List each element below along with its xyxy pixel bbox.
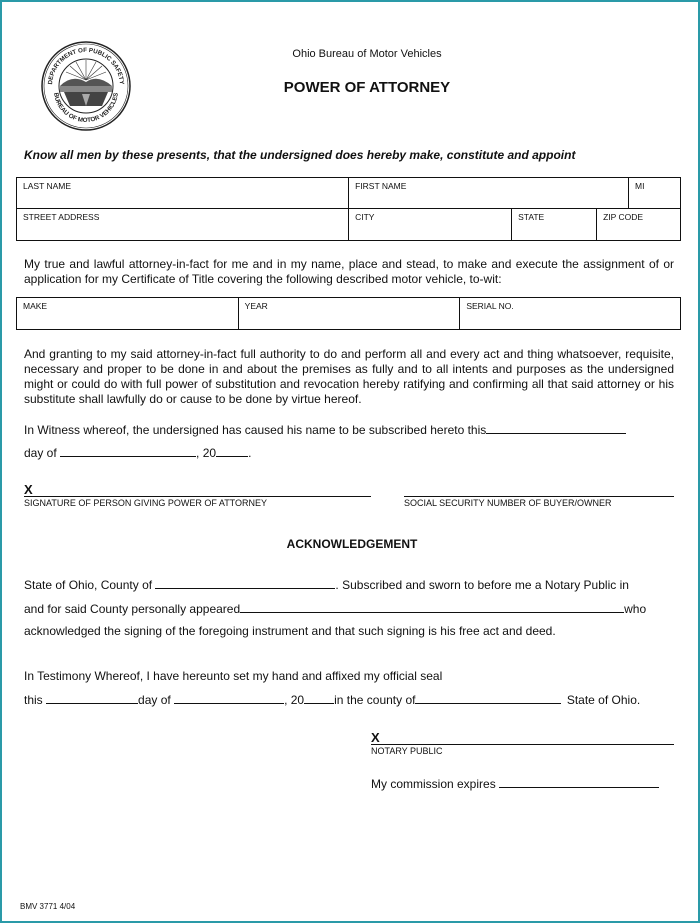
- notary-label: NOTARY PUBLIC: [371, 746, 443, 756]
- svg-text:BUREAU OF MOTOR VEHICLES: BUREAU OF MOTOR VEHICLES: [52, 92, 120, 125]
- mi-label: MI: [635, 181, 645, 191]
- this-text: this: [24, 693, 43, 707]
- testimony-date-line: [24, 692, 640, 707]
- notary-signature-line[interactable]: [371, 744, 674, 745]
- svg-text:DEPARTMENT OF PUBLIC SAFETY: DEPARTMENT OF PUBLIC SAFETY: [46, 46, 126, 85]
- year-prefix-text: , 20: [196, 446, 217, 460]
- commission-text: My commission expires: [371, 777, 496, 791]
- who-text: who: [624, 602, 647, 616]
- witness-date-blank[interactable]: [486, 422, 626, 434]
- testimony-day-blank[interactable]: [46, 692, 138, 704]
- witness-year-blank[interactable]: [216, 445, 248, 457]
- intro-statement: Know all men by these presents, that the undersigned does hereby make, constitute and appoint: [24, 148, 576, 162]
- attorney-paragraph: My true and lawful attorney-in-fact for me and in my name, place and stead, to make and execute the assignment of or application for my Certificate of Title covering the following described motor vehicle, to-wit:: [24, 257, 674, 286]
- zip-code-label: ZIP CODE: [603, 212, 644, 222]
- street-address-label: STREET ADDRESS: [23, 212, 100, 222]
- last-name-label: LAST NAME: [23, 181, 72, 191]
- authority-paragraph: And granting to my said attorney-in-fact full authority to do and perform all and every act and thing whatsoever, requisite, necessary and proper to be done in and about the premises as fully and to all intents and purposes as the undersigned might or could do with full power of substitution and revocation hereby ratifying and confirming all that said attorney or his substitute shall lawfully do or cause to be done by virtue hereof.: [24, 347, 674, 406]
- ack-county-line: [24, 577, 629, 592]
- testimony-county-blank[interactable]: [415, 692, 561, 704]
- ack-appeared-line: [24, 601, 646, 616]
- form-title: POWER OF ATTORNEY: [283, 79, 451, 96]
- principal-info-table: [16, 177, 681, 241]
- testimony-line: In Testimony Whereof, I have hereunto set my hand and affixed my official seal: [24, 669, 443, 683]
- ack-acknowledged-line: acknowledged the signing of the foregoing instrument and that such signing is his free act and deed.: [24, 624, 556, 638]
- first-name-label: FIRST NAME: [355, 181, 407, 191]
- appeared-text: and for said County personally appeared: [24, 602, 241, 616]
- ssn-line[interactable]: [404, 496, 674, 497]
- make-label: MAKE: [23, 301, 48, 311]
- year-field[interactable]: [238, 298, 460, 330]
- testimony-twenty-text: , 20: [284, 693, 305, 707]
- last-name-field[interactable]: [17, 178, 349, 209]
- principal-signature-x: X: [24, 482, 33, 497]
- in-county-text: in the county of: [334, 693, 416, 707]
- commission-blank[interactable]: [499, 776, 659, 788]
- testimony-day-of-text: day of: [138, 693, 171, 707]
- vehicle-info-table: [16, 297, 681, 330]
- notary-signature-x: X: [371, 730, 380, 745]
- ack-person-blank[interactable]: [240, 601, 624, 613]
- state-label: STATE: [518, 212, 545, 222]
- testimony-month-blank[interactable]: [174, 692, 284, 704]
- state-field[interactable]: [512, 209, 597, 241]
- principal-signature-label: SIGNATURE OF PERSON GIVING POWER OF ATTORNEY: [24, 498, 268, 508]
- mi-field[interactable]: [629, 178, 681, 209]
- commission-line: [371, 776, 659, 791]
- witness-month-blank[interactable]: [60, 445, 196, 457]
- state-of-ohio-text: State of Ohio.: [566, 693, 641, 707]
- subscribed-text: . Subscribed and sworn to before me a Notary Public in: [335, 578, 629, 592]
- acknowledgement-heading: ACKNOWLEDGEMENT: [286, 537, 418, 551]
- make-field[interactable]: [17, 298, 239, 330]
- witness-line: [24, 422, 626, 437]
- day-of-text: day of: [24, 446, 57, 460]
- form-number: BMV 3771 4/04: [20, 902, 76, 911]
- witness-text: In Witness whereof, the undersigned has caused his name to be subscribed hereto this: [24, 423, 487, 437]
- state-county-text: State of Ohio, County of: [24, 578, 153, 592]
- serial-no-field[interactable]: [460, 298, 681, 330]
- serial-no-label: SERIAL NO.: [466, 301, 514, 311]
- city-field[interactable]: [349, 209, 512, 241]
- street-address-field[interactable]: [17, 209, 349, 241]
- agency-name: Ohio Bureau of Motor Vehicles: [292, 48, 442, 60]
- ssn-label: SOCIAL SECURITY NUMBER OF BUYER/OWNER: [404, 498, 612, 508]
- principal-signature-line[interactable]: [24, 496, 371, 497]
- first-name-field[interactable]: [349, 178, 629, 209]
- zip-code-field[interactable]: [597, 209, 681, 241]
- period-text: .: [248, 446, 252, 460]
- witness-day-line: [24, 445, 251, 460]
- year-label: YEAR: [244, 301, 268, 311]
- testimony-year-blank[interactable]: [304, 692, 334, 704]
- city-label: CITY: [355, 212, 375, 222]
- ack-county-blank[interactable]: [155, 577, 335, 589]
